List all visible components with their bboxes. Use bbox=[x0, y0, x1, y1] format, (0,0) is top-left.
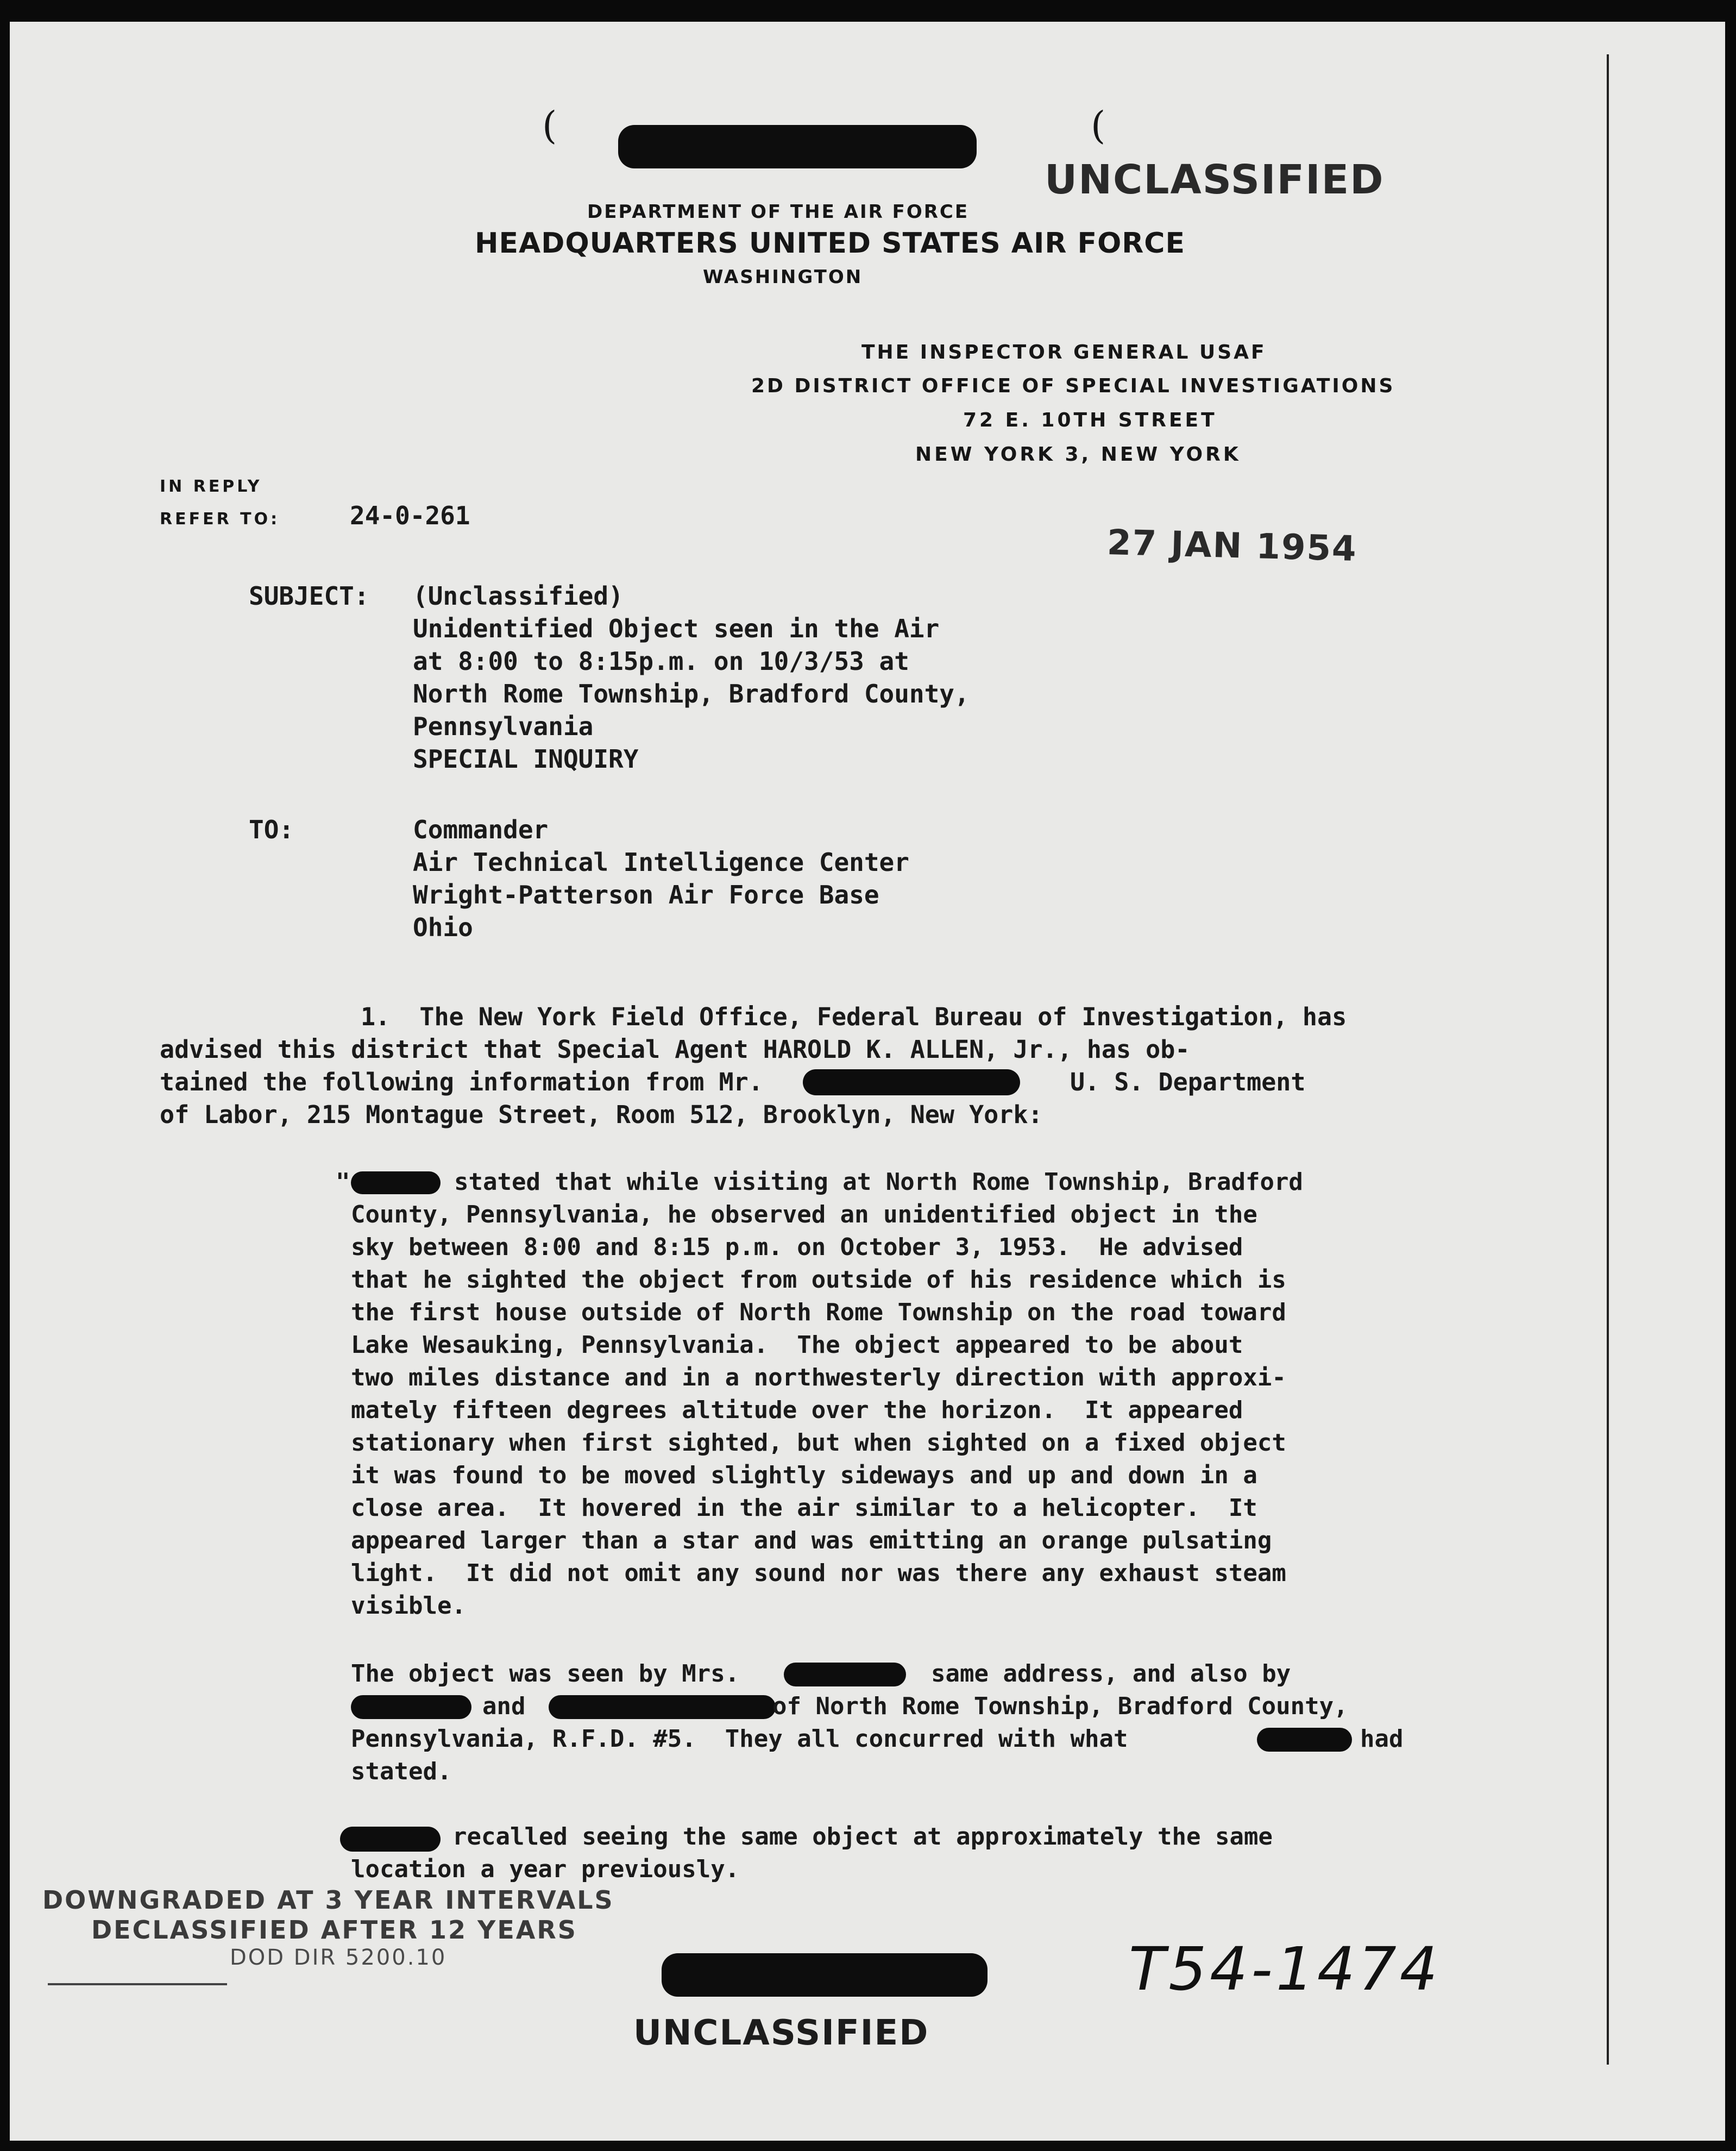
subject-line: North Rome Township, Bradford County, bbox=[413, 679, 970, 708]
classification-stamp-top: UNCLASSIFIED bbox=[1045, 156, 1385, 203]
office-line-1: THE INSPECTOR GENERAL USAF bbox=[861, 341, 1267, 363]
paragraph-line: of Labor, 215 Montague Street, Room 512, Brooklyn, New York: bbox=[160, 1100, 1043, 1129]
redaction-bar bbox=[784, 1663, 906, 1686]
recall-line: recalled seeing the same object at approximately the same bbox=[452, 1823, 1273, 1851]
quote-line: that he sighted the object from outside of his residence which is bbox=[351, 1266, 1286, 1294]
redaction-bar bbox=[351, 1171, 441, 1194]
subject-line: at 8:00 to 8:15p.m. on 10/3/53 at bbox=[413, 647, 909, 676]
subject-line: (Unclassified) bbox=[413, 581, 624, 611]
to-label: TO: bbox=[249, 815, 294, 844]
scan-edge-line bbox=[1607, 54, 1609, 2065]
downgrade-stamp-line: DOWNGRADED AT 3 YEAR INTERVALS bbox=[42, 1885, 614, 1915]
paragraph-line: U. S. Department bbox=[1070, 1068, 1306, 1096]
classification-stamp-bottom: UNCLASSIFIED bbox=[633, 2013, 929, 2053]
letterhead-headquarters: HEADQUARTERS UNITED STATES AIR FORCE bbox=[475, 227, 1185, 260]
witness-line: same address, and also by bbox=[931, 1660, 1291, 1688]
to-line: Ohio bbox=[413, 913, 473, 942]
witness-line: stated. bbox=[351, 1758, 452, 1785]
witness-line: The object was seen by Mrs. bbox=[351, 1660, 740, 1688]
witness-line: had bbox=[1360, 1725, 1404, 1753]
letterhead-department: DEPARTMENT OF THE AIR FORCE bbox=[587, 201, 970, 223]
letterhead-city: WASHINGTON bbox=[703, 266, 863, 288]
redaction-bar bbox=[1257, 1728, 1352, 1752]
subject-label: SUBJECT: bbox=[249, 581, 369, 611]
quote-line: Lake Wesauking, Pennsylvania. The object appeared to be about bbox=[351, 1331, 1243, 1359]
witness-line: of North Rome Township, Bradford County, bbox=[772, 1692, 1348, 1720]
paragraph-line: 1. The New York Field Office, Federal Bureau of Investigation, has bbox=[361, 1002, 1347, 1031]
redaction-bar bbox=[803, 1069, 1020, 1095]
quote-line: appeared larger than a star and was emitting an orange pulsating bbox=[351, 1527, 1272, 1554]
quote-line: stationary when first sighted, but when sighted on a fixed object bbox=[351, 1429, 1286, 1457]
bracket-mark-right: ( bbox=[1091, 103, 1106, 148]
office-line-2: 2D DISTRICT OFFICE OF SPECIAL INVESTIGATIONS bbox=[751, 375, 1395, 397]
redaction-bar bbox=[340, 1827, 441, 1852]
recall-line: location a year previously. bbox=[351, 1855, 740, 1883]
paragraph-line: advised this district that Special Agent HAROLD K. ALLEN, Jr., has ob- bbox=[160, 1035, 1190, 1064]
document-page bbox=[10, 22, 1725, 2141]
paragraph-line: tained the following information from Mr. bbox=[160, 1068, 763, 1096]
quote-line: visible. bbox=[351, 1592, 466, 1620]
quote-line: it was found to be moved slightly sideways and up and down in a bbox=[351, 1462, 1257, 1489]
quote-line: County, Pennsylvania, he observed an unidentified object in the bbox=[351, 1201, 1257, 1228]
subject-line: SPECIAL INQUIRY bbox=[413, 744, 639, 774]
stamp-underline bbox=[48, 1983, 227, 1985]
subject-line: Unidentified Object seen in the Air bbox=[413, 614, 940, 643]
office-line-3: 72 E. 10TH STREET bbox=[963, 409, 1217, 431]
witness-line: Pennsylvania, R.F.D. #5. They all concurred with what bbox=[351, 1725, 1128, 1753]
quote-open-mark: " bbox=[336, 1168, 350, 1196]
quote-line: sky between 8:00 and 8:15 p.m. on October 3, 1953. He advised bbox=[351, 1233, 1243, 1261]
subject-line: Pennsylvania bbox=[413, 712, 594, 741]
quote-line: light. It did not omit any sound nor was there any exhaust steam bbox=[351, 1559, 1286, 1587]
redaction-bar bbox=[618, 125, 977, 168]
quote-line: mately fifteen degrees altitude over the horizon. It appeared bbox=[351, 1396, 1243, 1424]
quote-line: close area. It hovered in the air similar to a helicopter. It bbox=[351, 1494, 1257, 1522]
downgrade-stamp-line: DOD DIR 5200.10 bbox=[230, 1945, 447, 1970]
redaction-bar bbox=[549, 1695, 776, 1719]
redaction-bar bbox=[662, 1953, 987, 1997]
witness-line: and bbox=[482, 1692, 526, 1720]
to-line: Air Technical Intelligence Center bbox=[413, 848, 909, 877]
handwritten-file-number: T54-1474 bbox=[1129, 1934, 1441, 2004]
to-line: Wright-Patterson Air Force Base bbox=[413, 880, 879, 910]
office-line-4: NEW YORK 3, NEW YORK bbox=[915, 443, 1241, 466]
reply-label-2: REFER TO: bbox=[160, 510, 280, 529]
bracket-mark-left: ( bbox=[542, 103, 557, 148]
downgrade-stamp-line: DECLASSIFIED AFTER 12 YEARS bbox=[91, 1915, 577, 1945]
quote-line: the first house outside of North Rome Township on the road toward bbox=[351, 1299, 1286, 1326]
redaction-bar bbox=[351, 1695, 471, 1719]
date-stamp: 27 JAN 1954 bbox=[1106, 522, 1358, 570]
reply-reference-number: 24-0-261 bbox=[350, 501, 470, 530]
quote-line: stated that while visiting at North Rome Township, Bradford bbox=[454, 1168, 1303, 1196]
to-line: Commander bbox=[413, 815, 549, 844]
reply-label-1: IN REPLY bbox=[160, 477, 262, 496]
quote-line: two miles distance and in a northwesterly direction with approxi- bbox=[351, 1364, 1286, 1391]
